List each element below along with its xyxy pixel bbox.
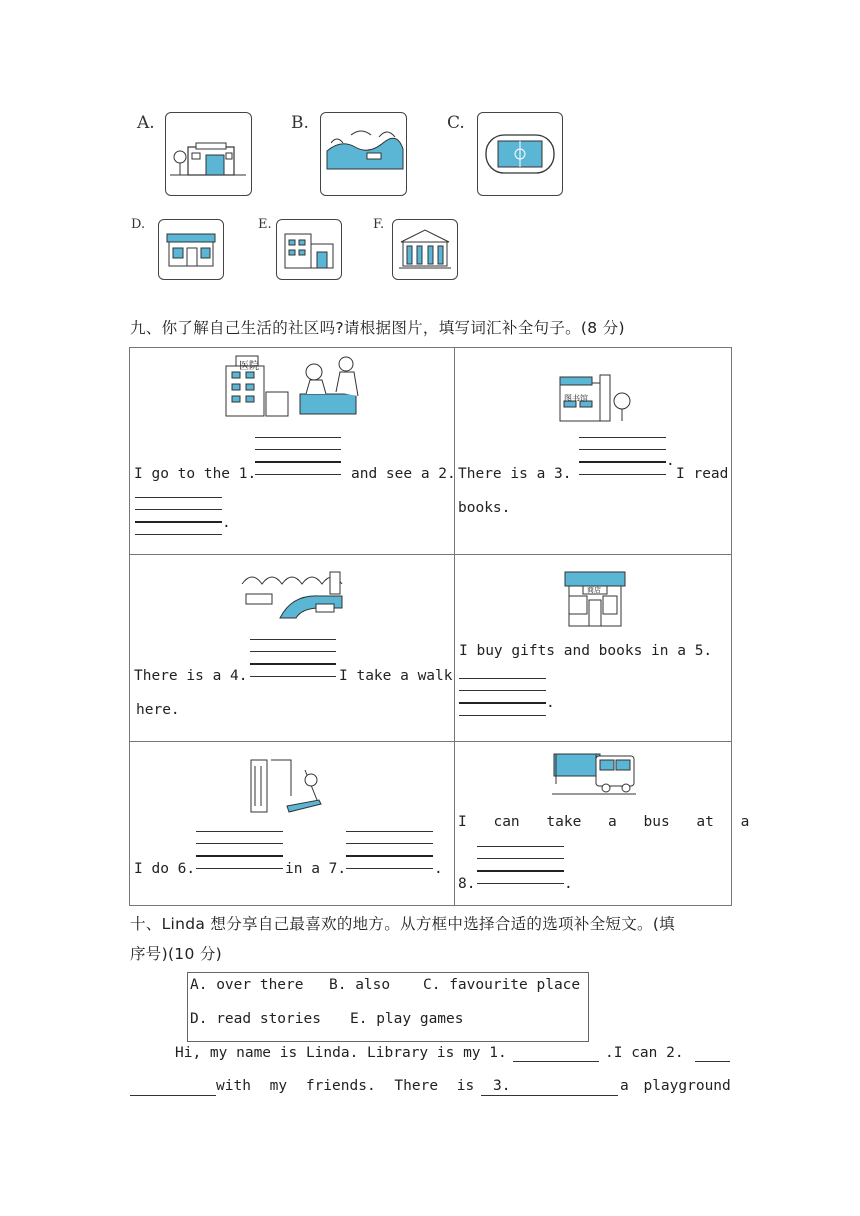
- cell-6-text-a: I can take a bus at a: [458, 814, 750, 830]
- option-letter-c: C.: [447, 113, 465, 133]
- hospital-sign: 医院: [239, 361, 259, 372]
- cell-4-end: .: [546, 695, 555, 711]
- cell-1-end: .: [222, 515, 231, 531]
- paragraph-line1-a: Hi, my name is Linda. Library is my 1.: [175, 1045, 507, 1061]
- shop-building-icon: [563, 566, 627, 628]
- cell-1-text-a: I go to the 1.: [134, 466, 257, 482]
- library-icon: [392, 219, 458, 280]
- blank-6[interactable]: [196, 831, 283, 880]
- park-icon: [320, 112, 407, 196]
- grid-divider-row2: [129, 741, 731, 742]
- word-bank-option-b: B. also: [329, 977, 391, 993]
- paragraph-line1-b: .I can 2.: [605, 1045, 684, 1061]
- cell-2-text-b: I read: [676, 466, 729, 482]
- grid-divider-row1: [129, 554, 731, 555]
- cell-4-text-a: I buy gifts and books in a 5.: [459, 643, 713, 659]
- word-bank-option-c: C. favourite place: [423, 977, 581, 993]
- blank-5[interactable]: [459, 678, 546, 727]
- cell-3-text-a: There is a 4.: [134, 668, 248, 684]
- paragraph-blank-2a[interactable]: [695, 1061, 730, 1062]
- cell-6-end: .: [564, 876, 573, 892]
- blank-3[interactable]: [579, 437, 666, 486]
- playground-icon: [477, 112, 563, 196]
- library-sign: 图书馆: [564, 394, 588, 403]
- blank-7[interactable]: [346, 831, 433, 880]
- blank-2[interactable]: [135, 497, 222, 546]
- paragraph-line2-b: a playground: [620, 1078, 731, 1094]
- option-letter-d: D.: [131, 217, 146, 232]
- paragraph-blank-2b[interactable]: [130, 1095, 216, 1096]
- option-letter-b: B.: [291, 113, 309, 133]
- cell-1-text-b: and see a 2.: [351, 466, 456, 482]
- option-letter-a: A.: [137, 113, 155, 133]
- word-bank-option-d: D. read stories: [190, 1011, 321, 1027]
- blank-4[interactable]: [250, 639, 336, 688]
- option-letter-e: E.: [258, 217, 272, 232]
- paragraph-blank-1[interactable]: [513, 1061, 599, 1062]
- section-10-heading-line1: 十、Linda 想分享自己最喜欢的地方。从方框中选择合适的选项补全短文。(填: [130, 915, 675, 933]
- bus-stop-icon: [552, 744, 636, 798]
- hospital-building-icon: [165, 112, 252, 196]
- cell-5-text-b: in a 7.: [285, 861, 347, 877]
- section-10-heading-line2: 序号)(10 分): [130, 945, 222, 963]
- shop-sign: 商店: [587, 586, 601, 594]
- word-bank-option-a: A. over there: [190, 977, 304, 993]
- paragraph-blank-3[interactable]: [481, 1095, 618, 1096]
- option-letter-f: F.: [373, 217, 385, 232]
- cell-5-end: .: [434, 861, 443, 877]
- cell-2-text-c: books.: [458, 500, 511, 516]
- cell-2-dot: .: [666, 453, 675, 469]
- gym-treadmill-icon: [247, 756, 327, 816]
- park-scene-icon: [240, 564, 344, 620]
- hospital-icon: [276, 219, 342, 280]
- cell-3-text-b: I take a walk: [339, 668, 453, 684]
- blank-1[interactable]: [255, 437, 341, 486]
- cell-5-text-a: I do 6.: [134, 861, 196, 877]
- word-bank-option-e: E. play games: [350, 1011, 464, 1027]
- section-9-heading: 九、你了解自己生活的社区吗?请根据图片，填写词汇补全句子。(8 分): [130, 319, 625, 337]
- blank-8[interactable]: [477, 846, 564, 895]
- cell-2-text-a: There is a 3.: [458, 466, 572, 482]
- shop-icon: [158, 219, 224, 280]
- cell-3-text-c: here.: [136, 702, 180, 718]
- paragraph-line2-a: with my friends. There is 3.: [216, 1078, 511, 1094]
- grid-divider-vertical: [454, 347, 455, 905]
- cell-6-text-b: 8.: [458, 876, 476, 892]
